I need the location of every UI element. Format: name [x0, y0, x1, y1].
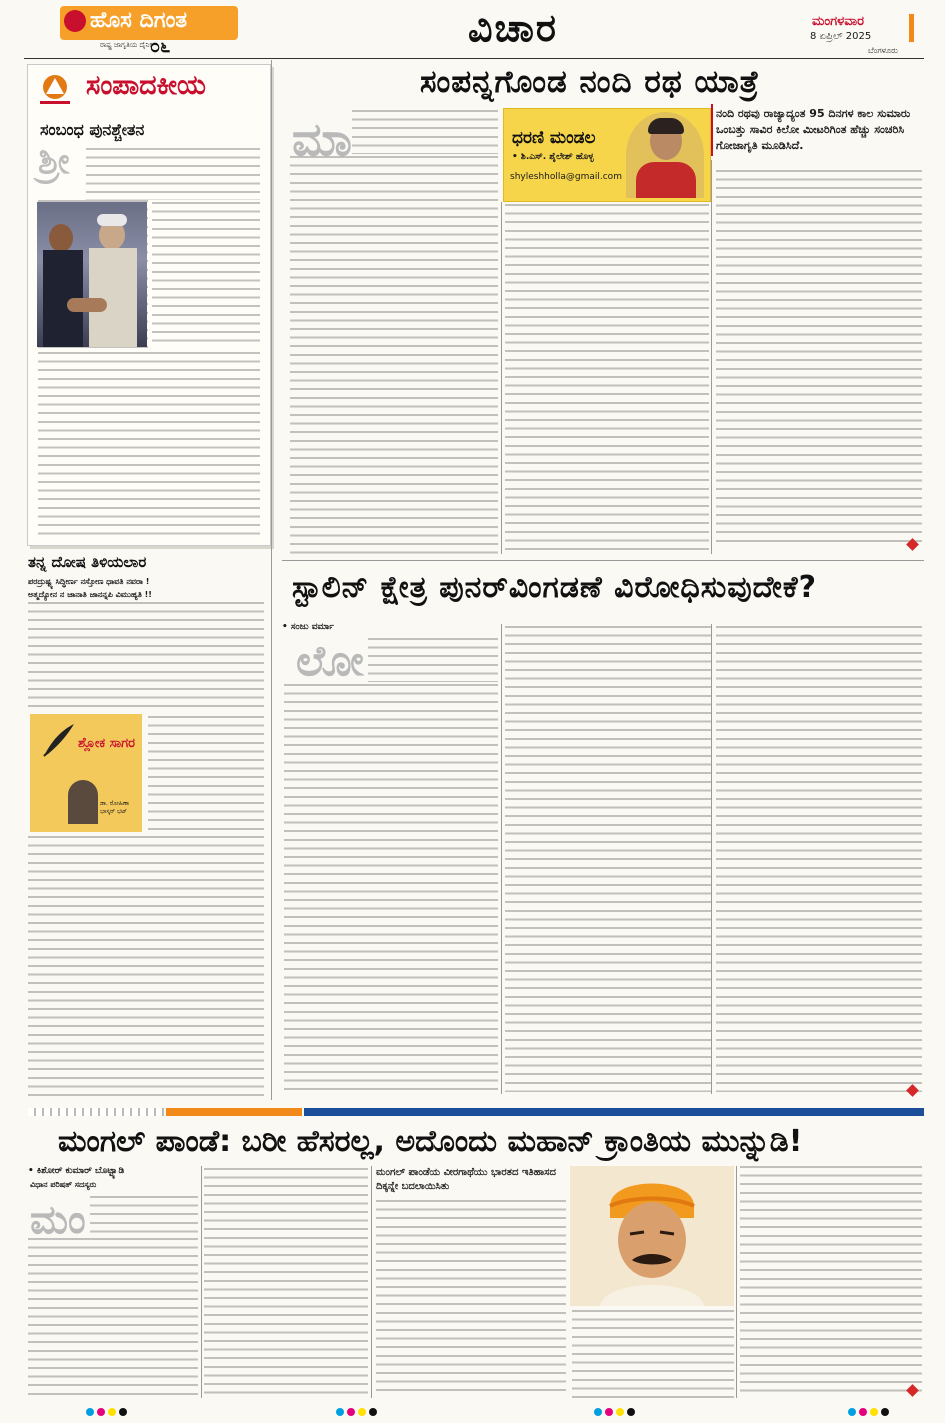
sloka-sagara-label: ಶ್ಲೋಕ ಸಾಗರ — [78, 736, 136, 751]
nandi-col-rule-1 — [501, 202, 502, 554]
tannu-text-bottom — [28, 836, 264, 1096]
nandi-col3-text — [716, 170, 922, 544]
pande-col1-text-top — [90, 1196, 198, 1236]
editorial-text-bottom — [38, 352, 260, 536]
columnist-photo — [626, 112, 704, 198]
masthead-rule — [24, 58, 924, 59]
editorial-dropcap: ಶ್ರೀ — [38, 140, 70, 182]
stalin-col2-text — [505, 626, 711, 1092]
column-name: ಧರಣಿ ಮಂಡಲ — [512, 128, 596, 148]
tannu-title: ತನ್ನ ದೋಷ ತಿಳಿಯಲಾರ — [28, 553, 147, 571]
pande-byline-role: ವಿಧಾನ ಪರಿಷತ್ ಸದಸ್ಯರು — [30, 1180, 97, 1189]
pande-headline: ಮಂಗಲ್ ಪಾಂಡೆ: ಬರೀ ಹೆಸರಲ್ಲ, ಅದೊಂದು ಮಹಾನ್ ಕ್ರಾಂತಿಯ ಮುನ್ನುಡಿ! — [58, 1124, 803, 1159]
nandi-col2-text — [505, 204, 709, 554]
divider-strip-left — [28, 1108, 164, 1116]
pande-callout: ಮಂಗಲ್ ಪಾಂಡೆಯ ವೀರಗಾಥೆಯು ಭಾರತದ ಇತಿಹಾಸದ ದಿಕ್ಕನ್ನೇ ಬದಲಾಯಿಸಿತು — [376, 1167, 556, 1192]
column-byline: • ಶಿ.ಎಸ್. ಶೈಲೇಶ್ ಹೊಳ್ಳ — [512, 152, 594, 162]
nandi-standfirst: ನಂದಿ ರಥವು ರಾಜ್ಯಾದ್ಯಂತ 95 ದಿನಗಳ ಕಾಲ ಸುಮಾರು ಒಂಬತ್ತು ಸಾವಿರ ಕಿಲೋ ಮೀಟರಿಗಿಂತ ಹೆಚ್ಚು ಸಂಚರಿಸಿ ಗೋಜಾಗೃತಿ ಮೂಡಿಸಿದೆ. — [716, 107, 911, 152]
paper-tagline: ರಾಷ್ಟ್ರ ಜಾಗೃತಿಯ ದೈನಿಕ — [100, 41, 153, 49]
paper-name: ಹೊಸ ದಿಗಂತ — [90, 8, 188, 33]
pande-col1-text — [28, 1238, 198, 1398]
pande-col3-text — [376, 1200, 566, 1398]
quill-icon — [38, 720, 78, 760]
stalin-col3-text — [716, 626, 922, 1092]
divider-strip-orange — [166, 1108, 302, 1116]
page-number: ೦೬ — [150, 36, 171, 57]
stalin-col-rule-1 — [501, 624, 502, 1094]
section-title: ವಿಚಾರ — [468, 6, 558, 50]
pande-dropcap: ಮಂ — [30, 1196, 86, 1243]
stalin-col-rule-2 — [711, 624, 712, 1094]
tannu-text-top — [28, 602, 264, 712]
nandi-headline: ಸಂಪನ್ನಗೊಂಡ ನಂದಿ ರಥ ಯಾತ್ರೆ — [420, 64, 760, 100]
tannu-verse-2: ಅತ್ಮದ್ಯೋನ ನ ಜಾನಾತಿ ಜಾನನ್ನಪಿ ವಿಮುಹ್ಯತಿ !! — [28, 590, 152, 599]
pande-col-rule-1 — [201, 1166, 202, 1398]
section-rule-1 — [282, 560, 924, 561]
pande-col-rule-3 — [736, 1166, 737, 1398]
masthead — [0, 0, 945, 58]
pande-col2-text — [204, 1168, 368, 1398]
nandi-col1-text-top — [352, 110, 498, 154]
registration-marks — [0, 1404, 945, 1418]
issue-day: ಮಂಗಳವಾರ — [812, 14, 865, 29]
issue-city: ಬೆಂಗಳೂರು — [868, 46, 898, 55]
stalin-headline: ಸ್ಟಾಲಿನ್ ಕ್ಷೇತ್ರ ಪುನರ್‌ವಿಂಗಡಣೆ ವಿರೋಧಿಸುವುದೇಕೆ? — [292, 570, 818, 605]
pande-byline: • ಕಿಶೋರ್ ಕುಮಾರ್ ಬೊಟ್ಟ್ಯಾಡಿ — [28, 1166, 125, 1176]
editorial-label: ಸಂಪಾದಕೀಯ — [86, 70, 206, 101]
editorial-title: ಸಂಬಂಧ ಪುನಶ್ಚೇತನ — [40, 120, 145, 139]
columnist-name: ಡಾ. ರೋಹಿಣಾ ಭಾಸ್ಕರ್ ಭಟ್ — [100, 800, 130, 815]
divider-strip-blue — [304, 1108, 924, 1116]
pande-col4-text — [572, 1310, 734, 1398]
left-column-rule — [271, 60, 272, 1100]
pande-col5-text — [740, 1166, 922, 1398]
column-email: shyleshholla@gmail.com — [510, 172, 622, 182]
stalin-byline: • ಸಂಜು ವರ್ಮಾ — [282, 622, 334, 632]
editorial-text-right — [152, 202, 260, 348]
editorial-photo — [37, 202, 147, 347]
stalin-col1-text — [284, 684, 498, 1092]
paper-logo-icon — [64, 10, 86, 32]
nandi-standfirst-rule — [711, 104, 713, 156]
nandi-col-rule-2 — [711, 160, 712, 554]
columnist-avatar — [68, 780, 98, 824]
issue-date: 8 ಏಪ್ರಿಲ್ 2025 — [810, 31, 872, 42]
editorial-logo-icon — [34, 72, 76, 108]
stalin-col1-text-top — [368, 638, 498, 682]
tannu-verse-1: ಪರದ್ರುಷ್ಟ್ಯ ಸಿದ್ಧೀರ್ಣ ನಸ್ತೋಣ ಧಾವತಿ ನವರಾ ! — [28, 577, 150, 586]
nandi-col1-text — [290, 156, 498, 554]
mangal-pande-portrait — [570, 1166, 734, 1306]
nandi-dropcap: ಮಾ — [292, 112, 352, 166]
editorial-text-top — [86, 148, 260, 200]
pande-col-rule-2 — [371, 1166, 372, 1398]
stalin-dropcap: ಲೋ — [296, 636, 364, 685]
tannu-text-right — [148, 716, 264, 832]
date-rule — [909, 14, 914, 42]
